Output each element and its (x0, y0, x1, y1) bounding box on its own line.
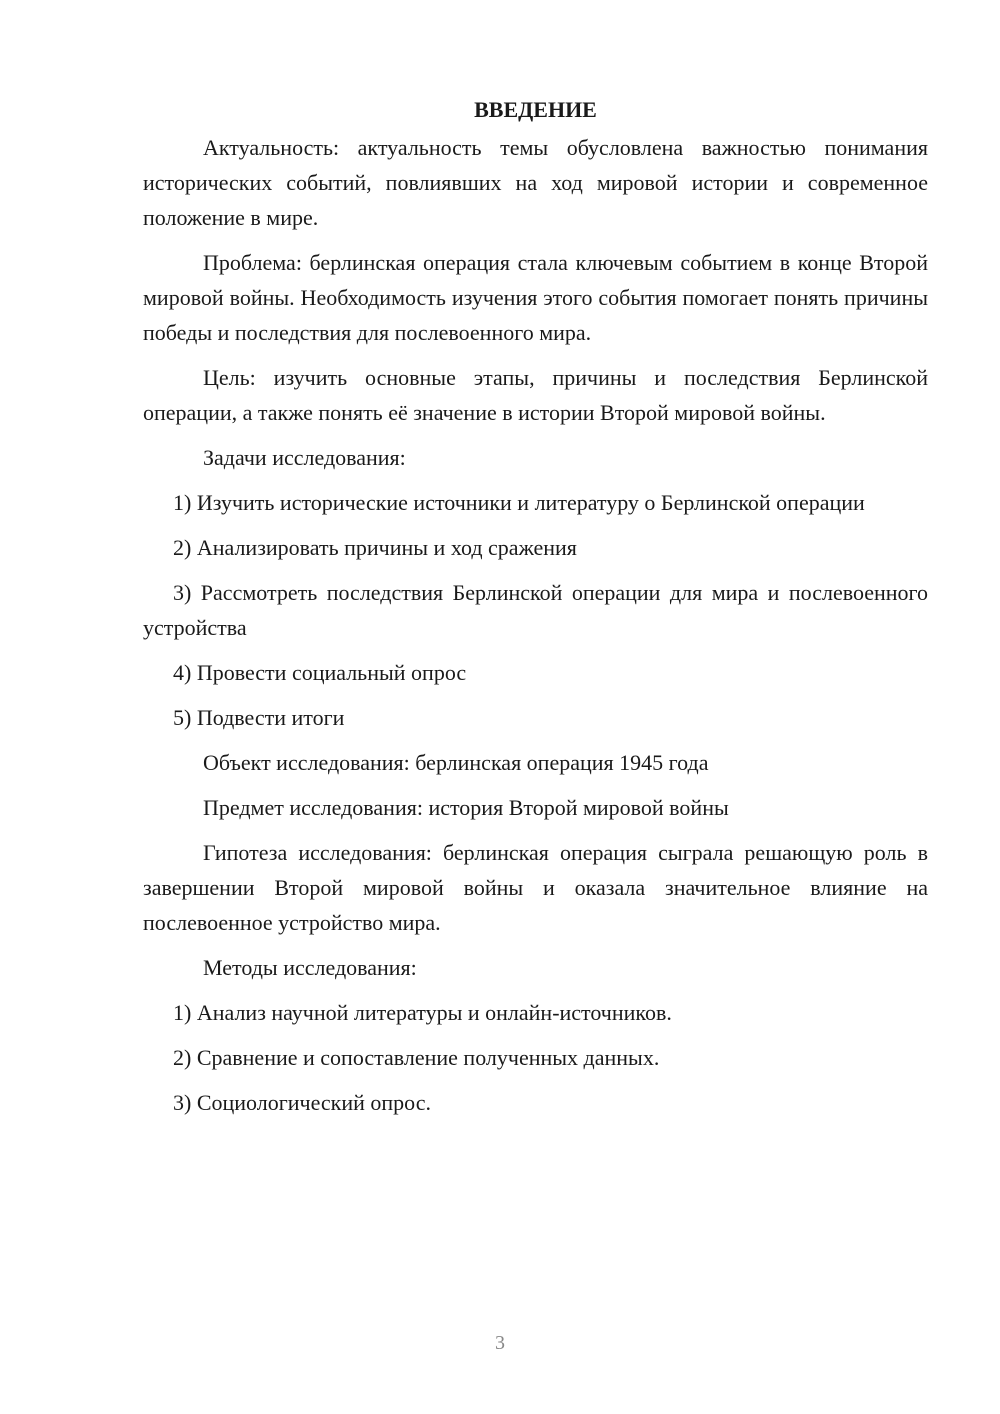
method-item-2: 2) Сравнение и сопоставление полученных данных. (173, 1045, 660, 1070)
page-number: 3 (495, 1332, 505, 1354)
subject-paragraph: Предмет исследования: история Второй мировой войны (203, 795, 729, 820)
task-item-3: 3) Рассмотреть последствия Берлинской операции для мира и послевоенного устройства (143, 580, 928, 640)
goal-paragraph: Цель: изучить основные этапы, причины и последствия Берлинской операции, а также понять её значение в истории Второй мировой войны. (143, 365, 928, 425)
task-item-1: 1) Изучить исторические источники и литературу о Берлинской операции (173, 490, 865, 515)
tasks-heading: Задачи исследования: (203, 445, 406, 470)
task-item-2: 2) Анализировать причины и ход сражения (173, 535, 577, 560)
hypothesis-paragraph: Гипотеза исследования: берлинская операция сыграла решающую роль в завершении Второй мировой войны и оказала значительное влияние на послевоенное устройство мира. (143, 840, 928, 935)
task-item-5: 5) Подвести итоги (173, 705, 345, 730)
task-item-4: 4) Провести социальный опрос (173, 660, 467, 685)
object-paragraph: Объект исследования: берлинская операция 1945 года (203, 750, 709, 775)
relevance-paragraph: Актуальность: актуальность темы обусловлена важностью понимания исторических событий, повлиявших на ход мировой истории и современное положение в мире. (143, 135, 928, 230)
method-item-3: 3) Социологический опрос. (173, 1090, 431, 1115)
problem-paragraph: Проблема: берлинская операция стала ключевым событием в конце Второй мировой войны. Необходимость изучения этого события помогает понять причины победы и последствия для послевоенного мира. (143, 250, 928, 345)
section-title: ВВЕДЕНИЕ (474, 97, 597, 122)
method-item-1: 1) Анализ научной литературы и онлайн-источников. (173, 1000, 672, 1025)
methods-heading: Методы исследования: (203, 955, 417, 980)
document-page (143, 92, 928, 1130)
